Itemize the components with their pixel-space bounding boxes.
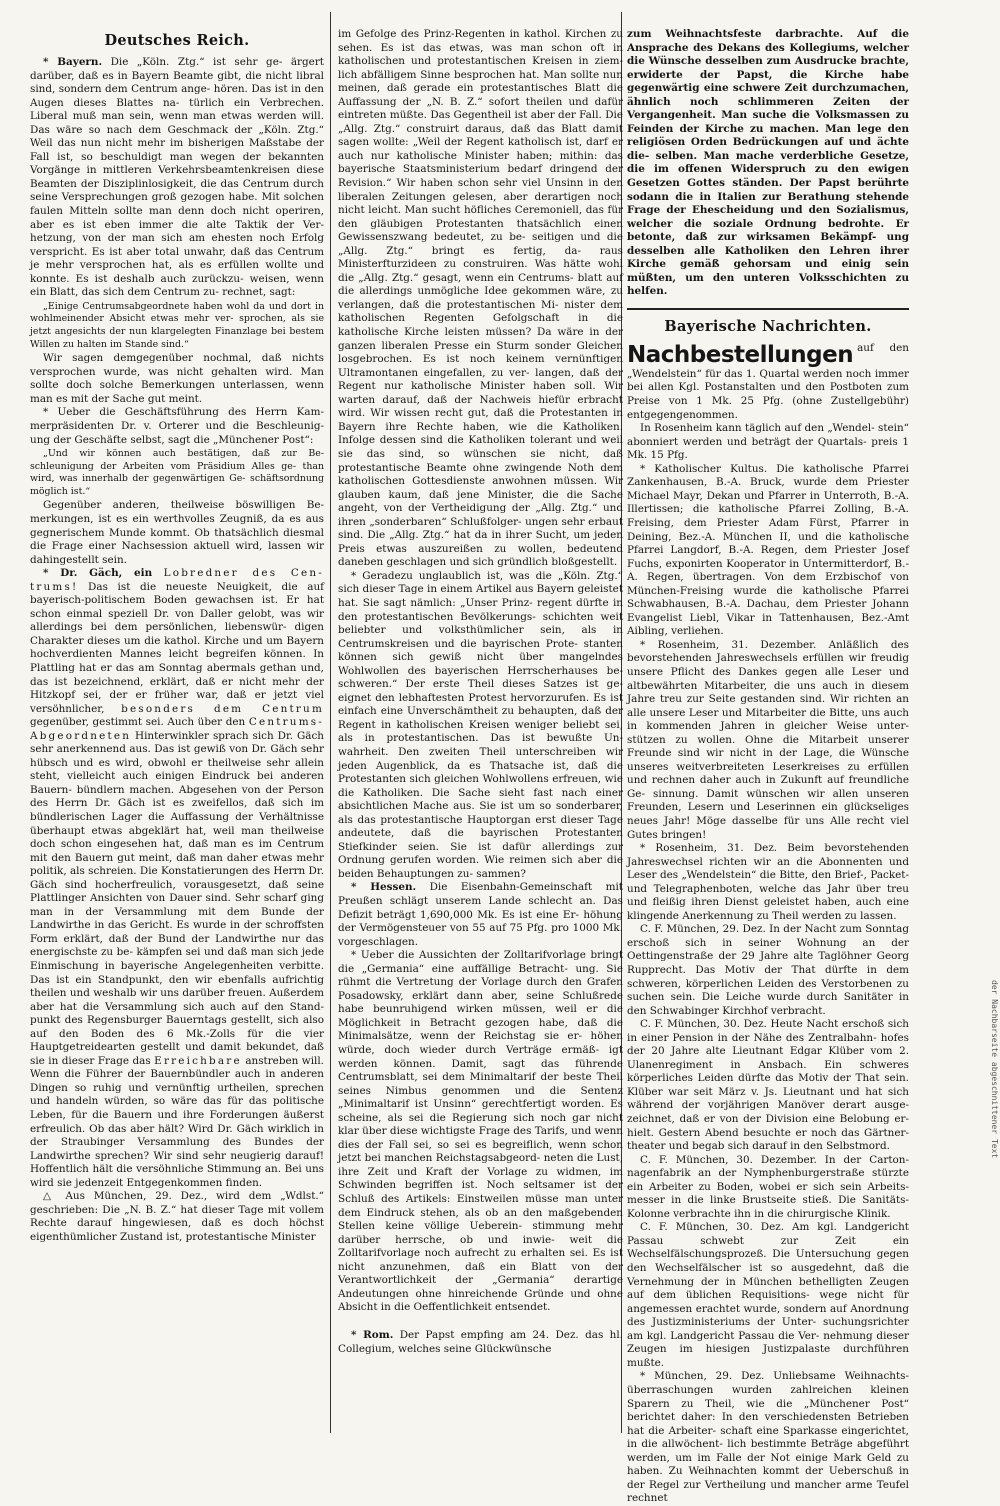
quote: „Und wir können auch bestätigen, daß zur Be- schleunigung der Arbeiten vom Präsidium Alles ge- than wird, was innerhalb der gegenwärtigen Ge- schäftsordnung möglich ist.“ [30,448,324,497]
notice-text: auf den „Wendelstein“ für das 1. Quartal werden noch immer bei allen Kgl. Postanstalten und den Postboten zum Preise von 1 Mk. 25 Pfg. (ohne Zustellgebühr) entgegengenommen. [627,341,909,421]
section-title-deutsches-reich: Deutsches Reich. [104,32,250,49]
paragraph: △ Aus München, 29. Dez., wird dem „Wdlst.“ geschrieben: Die „N. B. Z.“ hat dieser Tage mit vollem Rechte darauf hingewiesen, daß es doch höchst eigenthümlicher Zustand ist, protestantische Minister [30,1190,324,1243]
spacer [338,1315,623,1329]
text-run: anstreben will. Wenn die Führer der Bauernbündler auch in anderen Dingen so ruhig und vernünftig urtheilen, sprechen und handeln würden, so wäre das für das politische Leben, für die Bauern und ihre Forderungen äußerst erfreulich. Ob das aber hält? Wird Dr. Gäch wirklich in der Straubinger Versammlung des Bundes der Landwirthe sprechen? Wir sind sehr neugierig darauf! Hoffentlich hält die versöhnliche Stimmung an. Bei uns wird sie jedenzeit Entgegenkommen finden. [30,1054,324,1189]
text-run: * Dr. Gäch, ein [43,567,153,580]
article-rom [338,1329,623,1356]
kicker-nachbestellungen: Nachbestellungen [627,341,854,368]
spaced-text: Centrums-Abgeordneten [30,716,324,742]
article-bayern [30,56,324,300]
subscription-notice [627,342,909,422]
dateline-bayern: * Bayern. [43,56,103,68]
paragraph: Gegenüber anderen, theilweise böswilligen Be- merkungen, ist es ein werthvolles Zeugniß, da es aus gegnerischem Munde kommt. Ob thatsächlich diesmal die Frage einer Nachsession aktuell wird, lassen wir dahingestellt sein. [30,499,324,566]
dateline-rom: * Rom. [351,1328,394,1341]
section-rule [627,308,909,310]
paragraph: C. F. München, 30. Dezember. In der Carton- nagenfabrik an der Nymphenburgerstraße stürzte ein Arbeiter zu Boden, wobei er sich sein Arbeits- messer in die linke Brustseite stieß. Die Sanitäts- Kolonne verbrachte ihn in die chirurgische Klinik. [627,1153,909,1220]
column-1 [30,28,324,1435]
article-text: Die „Köln. Ztg.“ ist sehr ge- ärgert darüber, daß es in Bayern Beamte gibt, die nicht libral sind, sondern dem Centrum ange- hören. Das ist in den Augen dieses Blattes na- türlich ein Verbrechen. Liberal muß man sein, wenn man etwas werden will. Das wäre so nach dem Geschmack der „Köln. Ztg.“ Weil das nun nicht mehr im bisherigen Maßstabe der Fall ist, so beschuldigt man wegen der bekannten Vorgänge in mittleren Verkehrsbeamtenkreisen diese Beamten der Disziplinlosigkeit, die das Centrum durch seine Versprechungen groß gezogen habe. Mit solchen faulen Mitteln sollte man denn doch nicht operiren, aber es ist eben immer die alte Taktik der Ver- hetzung, von der man sich am ehesten noch Erfolg verspricht. Es ist aber total unwahr, daß das Centrum je mehr versprochen hat, als es erfüllen wollte und konnte. Es ist deshalb auch zurückzu- weisen, wenn ein Blatt, das sich dem Centrum zu- rechnet, sagt: [30,56,324,299]
article-gaech [30,567,324,1190]
paragraph: Wir sagen demgegenüber nochmal, daß nichts versprochen wurde, was nicht gehalten wird. Man sollte doch solche Bemerkungen unterlassen, wenn man es mit der Sache gut meint. [30,352,324,405]
column-divider [330,12,331,1433]
paragraph: C. F. München, 30. Dez. Heute Nacht erschoß sich in einer Pension in der Nähe des Zentralbahn- hofes der 20 Jahre alte Lieutnant Edgar Klüber vom 2. Ulanenregiment in Ansbach. Ein schweres körperliches Leiden dürfte das Motiv der That sein. Klüber war seit März v. Js. Lieutnant und hat sich während der vorjährigen Manöver derart ausge- zeichnet, daß er von der Division eine Belobung er- hielt. Gestern Abend besuchte er noch das Gärtner- theater und begab sich darauf in den Selbstmord. [627,1018,909,1153]
column-3 [627,28,909,1505]
paragraph: * Ueber die Geschäftsführung des Herrn Kam- merpräsidenten Dr. v. Orterer und die Beschleunig- ung der Geschäfte selbst, sagt die „Münchener Post“: [30,406,324,446]
dateline-hessen: * Hessen. [351,881,417,894]
article-text: Die Eisenbahn-Gemeinschaft mit Preußen schlägt unserem Lande schlecht an. Das Defizit beträgt 1,690,000 Mk. Es ist eine Er- höhung der Vermögensteuer von 55 auf 75 Pfg. pro 1000 Mk. vorgeschlagen. [338,881,623,948]
paragraph: im Gefolge des Prinz-Regenten in kathol. Kirchen zu sehen. Es ist das etwas, was man schon oft in katholischen und protestantischen Kreisen in ziem- lich abfälligem Sinne besprochen hat. Man sollte nun meinen, daß gerade ein protestantisches Blatt die Auffassung der „N. B. Z.“ sofort theilen und dafür eintreten müßte. Das Gegentheil ist aber der Fall. Die „Allg. Ztg.“ construirt daraus, daß das Blatt damit sagen wollte: „Weil der Regent katholisch ist, darf er auch nur katholische Minister haben; mithin: das bayerische Staatsministerium bedarf dringend der Revision.“ Wir haben schon sehr viel Unsinn in den liberalen Zeitungen gelesen, aber derartigen noch nicht leicht. Man sucht höfliches Ceremoniell, das für den gläubigen Protestanten thatsächlich einen Gewissenszwang bedeutet, zu be- seitigen und die „Allg. Ztg.“ bringt es fertig, da- raus Ministerfturzideen zu construiren. Was hätte wohl die „Allg. Ztg.“ gesagt, wenn ein Centrums- blatt auf die allerdings unmögliche Idee gekommen wäre, zu verlangen, daß die protestantischen Mi- nister dem katholischen Regenten Gefolgschaft in die katholische Kirche leisten müssen? Da wäre in der ganzen liberalen Presse ein Sturm sonder Gleichen losgebrochen. Es ist noch keinem vernünftigen Ultramontanen eingefallen, zu ver- langen, daß der Regent nur katholische Minister haben soll. Wir warten darauf, daß der Nachweis hiefür erbracht wird. Wir wissen recht gut, daß die Protestanten in Bayern ihre Rechte haben, wie die Katholiken. Infolge dessen sind die Katholiken tolerant und weil sie das sind, so wünschen sie nicht, daß protestantische Beamte ohne zwingende Noth dem katholischen Gottesdienste anwohnen müssen. Wir glauben kaum, daß jene Minister, die die Sache angeht, von der Vertheidigung der „Allg. Ztg.“ und ihren „sonderbaren“ Schlußfolger- ungen sehr erbaut sind. Die „Allg. Ztg.“ hat da in ihrer Sucht, um jeden Preis etwas auszureißen zu wollen, bedeutend daneben geschlagen und sich gründlich bloßgestellt. [338,28,623,569]
spaced-text: Lobredner des Cen- trums! [30,567,324,593]
adjacent-page-margin: der Nachbarseite abgeschnittener Text [990,980,999,1159]
paragraph: * Ueber die Aussichten der Zolltarifvorlage bringt die „Germania“ eine auffällige Betracht- ung. Sie rühmt die Vertretung der Vorlage durch den Grafen Posadowsky, erklärt dann aber, seine Schlußrede habe beunruhigend wirken müssen, weil er die Möglichkeit in Betracht gezogen habe, daß die Minimalsätze, wenn der Reichstag sie er- höhen würde, doch wieder durch Verträge ermäß- igt werden können. Damit, sagt das führende Centrumsblatt, sei dem Minimaltarif der beste Theil seines Nimbus genommen und die Sentenz „Minimaltarif ist Unsinn“ gerechtfertigt worden. Es scheine, als sei die Regierung sich noch gar nicht klar über diese wichtigste Frage des Tarifs, und wenn dies der Fall sei, so sei es begreiflich, wenn schon jetzt bei manchen Reichstagsabgeord- neten die Lust, ihre Zeit und Kraft der Vorlage zu widmen, im Schwinden begriffen ist. Noch seltsamer ist der Schluß des Artikels: Einstweilen müsse man unter dem Eindruck stehen, als ob an den maßgebenden Stellen keine völlige Ueberein- stimmung mehr darüber herrsche, ob und inwie- weit die Zolltarifvorlage noch aufrecht zu erhalten sei. Es ist nicht anzunehmen, daß ein Blatt von der Verantwortlichkeit der „Germania“ derartige Andeutungen ohne hinreichende Gründe und ohne Absicht in die Oeffentlichkeit entsendet. [338,949,623,1314]
text-run: gegenüber, gestimmt sei. Auch über den [30,716,246,729]
paragraph: * München, 29. Dez. Unliebsame Weihnachts- überraschungen wurden zahlreichen kleinen Sparern zu Theil, wie die „Münchener Post“ berichtet daher: In den verschiedensten Betrieben hat die Arbeiter- schaft eine Sparkasse eingerichtet, in die allwöchent- lich bestimmte Beträge abgeführt werden, um im Falle der Not einige Mark Geld zu haben. Zu Weihnachten kommt der Ueberschuß in der Regel zur Vertheilung und mancher arme Teufel rechnet [627,1370,909,1505]
paragraph: In Rosenheim kann täglich auf den „Wendel- stein“ abonniert werden und beträgt der Quartals- preis 1 Mk. 15 Pfg. [627,422,909,462]
paragraph: C. F. München, 29. Dez. In der Nacht zum Sonntag erschoß sich in seiner Wohnung an der Oettingenstraße der 29 Jahre alte Taglöhner Georg Rupprecht. Das Motiv der That dürfte in dem schweren, körperlichen Leiden des Verstorbenen zu suchen sein. Die Leiche wurde durch Sanitäter in den Schwabinger Kirchhof verbracht. [627,923,909,1017]
section-title-bayerische-nachrichten: Bayerische Nachrichten. [664,317,872,335]
article-text: Der Papst empfing am 24. Dez. das hl. Collegium, welches seine Glückwünsche [338,1328,623,1355]
paragraph: C. F. München, 30. Dez. Am kgl. Landgericht Passau schwebt zur Zeit ein Wechselfälschungsprozeß. Die Untersuchung gegen den Wechselfälscher ist so ausgedehnt, daß die Vernehmung der in München bethelligten Zeugen auf dem üblichen Requisitions- wege nicht für angemessen erachtet wurde, sondern auf Anordnung des Justizministeriums der Unter- suchungsrichter am kgl. Landgericht Passau die Ver- nehmung dieser Zeugen im hiesigen Justizpalaste durchführen mußte. [627,1221,909,1369]
article-hessen [338,881,623,949]
paragraph: zum Weihnachtsfeste darbrachte. Auf die Ansprache des Dekans des Kollegiums, welcher die Wünsche desselben zum Ausdrucke brachte, erwiderte der Papst, die Kirche habe gegenwärtig eine schwere Zeit durchzumachen, ähnlich noch schlimmeren Zeiten der Vergangenheit. Man suche die Volksmassen zu Feinden der Kirche zu machen. Man lege den religiösen Orden Bedrückungen auf und ächte die- selben. Man mache verderbliche Gesetze, die im offenen Widerspruch zu den ewigen Gesetzen Gottes ständen. Der Papst berührte sodann die in Italien zur Berathung stehende Frage der Ehescheidung und den Sozialismus, welcher die soziale Ordnung bedrohte. Er betonte, daß zur wirksamen Bekämpf- ung desselben alle Katholiken den Lehren ihrer Kirche gemäß gehorsam und einig sein müßten, um den unteren Volksschichten zu helfen. [627,28,909,298]
spaced-text: Erreichbare [154,1054,242,1067]
paragraph: * Katholischer Kultus. Die katholische Pfarrei Zankenhausen, B.-A. Bruck, wurde dem Priester Michael Mayr, Dekan und Pfarrer in Unterroth, B.-A. Illertissen; die katholische Pfarrei Zolling, B.-A. Freising, dem Priester Adam Fürst, Pfarrer in Deining, Bez.-A. München II, und die katholische Pfarrei Langdorf, B.-A. Regen, dem Priester Josef Fuchs, exponirten Kooperator in Untermitterdorf, B.-A. Regen, übertragen. Von dem Erzbischof von München-Freising wurde die katholische Pfarrei Schwabhausen, B.-A. Dachau, dem Priester Johann Evangelist Liebl, Vikar in Tattenhausen, Bez.-Amt Aibling, verliehen. [627,462,909,638]
paragraph: * Rosenheim, 31. Dez. Beim bevorstehenden Jahreswechsel richten wir an die Abonnenten und Leser des „Wendelstein“ die Bitte, den Brief-, Packet- und Telegraphenboten, welche das Jahr über treu und fleißig ihren Dienst geleistet haben, auch eine klingende Anerkennung zu Theil werden zu lassen. [627,842,909,922]
text-run: Hinterwinkler sprach sich Dr. Gäch sehr anerkennend aus. Das ist gewiß von Dr. Gäch sehr hübsch und es wird, obwohl er theilweise sehr allein steht, vielleicht auch einigen Eindruck bei anderen Bauern- bündlern machen. Abgesehen von der Person des Herrn Dr. Gäch ist es zweifellos, daß sich im bündlerischen Lager die Auffassung der Verhältnisse überhaupt etwas abgeklärt hat, weil man theilweise doch schon eingesehen hat, daß man es im Centrum mit den Bauern gut meint, daß man daher etwas mehr politik, als schreien. Die Konstatierungen des Herrn Dr. Gäch sind hocherfreulich, vorausgesetzt, daß seine Plattlinger Ansichten von Dauer sind. Sehr scharf ging man in der Versammlung mit dem Bunde der Landwirthe in das Gericht. Es wurde in der schroffsten Form erklärt, daß der Bund der Landwirthe nur das energischste zu be- kämpfen sei und daß man sich jede Einmischung in bayerische Angelegenheiten verbitte. Das ist ein Standpunkt, den wir ebenfalls aufrichtig theilen und weshalb wir uns darüber freuen. Außerdem aber hat die Versammlung sich auch auf den Stand- punkt des Regensburger Bauerntags gestellt, sich also auf den Boden des 6 Mk.-Zolls für die vier Hauptgetreidearten gestellt und damit bekundet, daß sie in dieser Frage das [30,729,324,1067]
spaced-text: besonders dem Centrum [121,702,324,715]
text-run: Das ist die neueste Neuigkeit, die auf bayerisch-politischem Boden gewachsen ist. Er hat schon einmal speziell Dr. von Daller gelobt, was wir allerdings bei dem persönlichen, liebenswür- digen Charakter dieses um die kathol. Kirche und um Bayern hochverdienten Mannes leicht begreifen können. In Plattling hat er das am Sonntag abermals gethan und, das ist bezeichnend, erklärt, daß er nicht mehr der Hitzkopf sei, der er früher war, daß er jetzt viel versöhnlicher, [30,580,324,715]
paragraph: * Rosenheim, 31. Dezember. Anläßlich des bevorstehenden Jahreswechsels erfüllen wir freudig unsere Pflicht des Dankes gegen alle Leser und altbewährten Mitarbeiter, die uns auch in diesem Jahre treu zur Seite gestanden sind. Wir richten an alle unsere Leser und Mitarbeiter die Bitte, uns auch in kommenden Jahren in gleicher Weise unter- stützen zu wollen. Ohne die Mitarbeit unserer Freunde sind wir nicht in der Lage, die Wünsche unseres weitverbreiteten Leserkreises zu erfüllen und rechnen daher auch in Zukunft auf freundliche Ge- sinnung. Damit wünschen wir allen unseren Freunden, Lesern und Leserinnen ein glückseliges neues Jahr! Möge dasselbe für uns Alle recht viel Gutes bringen! [627,638,909,841]
paragraph: * Geradezu unglaublich ist, was die „Köln. Ztg.“ sich dieser Tage in einem Artikel aus Bayern geleistet hat. Sie sagt nämlich: „Unser Prinz- regent dürfte in den protestantischen Bevölkerungs- schichten weit beliebter und volksthümlicher sein, als in Centrumskreisen und die bayrischen Prote- stanten können sich gewiß nicht über mangelndes Wohlwollen des bayerischen Herrscherhauses be- schweren.“ Der erste Theil dieses Satzes ist ge- eignet den lebhaftesten Protest hervorzurufen. Es ist einfach eine Unverschämtheit zu behaupten, daß der Regent in katholischen Kreisen weniger beliebt sei, als in protestantischen. Das ist bewußte Un- wahrheit. Den zweiten Theil unterschreiben wir jeden Augenblick, da es Thatsache ist, daß die Protestanten sich gleichen Wohlwollens erfreuen, wie die Katholiken. Die Sache sieht fast nach einer absichtlichen Mache aus. Sie ist um so sonderbarer, als das protestantische Hauptorgan erst dieser Tage andeutete, daß die bayrischen Protestanten Stiefkinder seien. Sie ist dafür allerdings zur Ordnung gerufen worden. Wie reimen sich aber die beiden Behauptungen zu- sammen? [338,569,623,880]
column-2 [338,28,623,1435]
quote: „Einige Centrumsabgeordnete haben wohl da und dort in wohlmeinender Absicht etwas mehr ver- sprochen, als sie jetzt angesichts der nun klargelegten Finanzlage bei bestem Willen zu halten im Stande sind.“ [30,300,324,350]
